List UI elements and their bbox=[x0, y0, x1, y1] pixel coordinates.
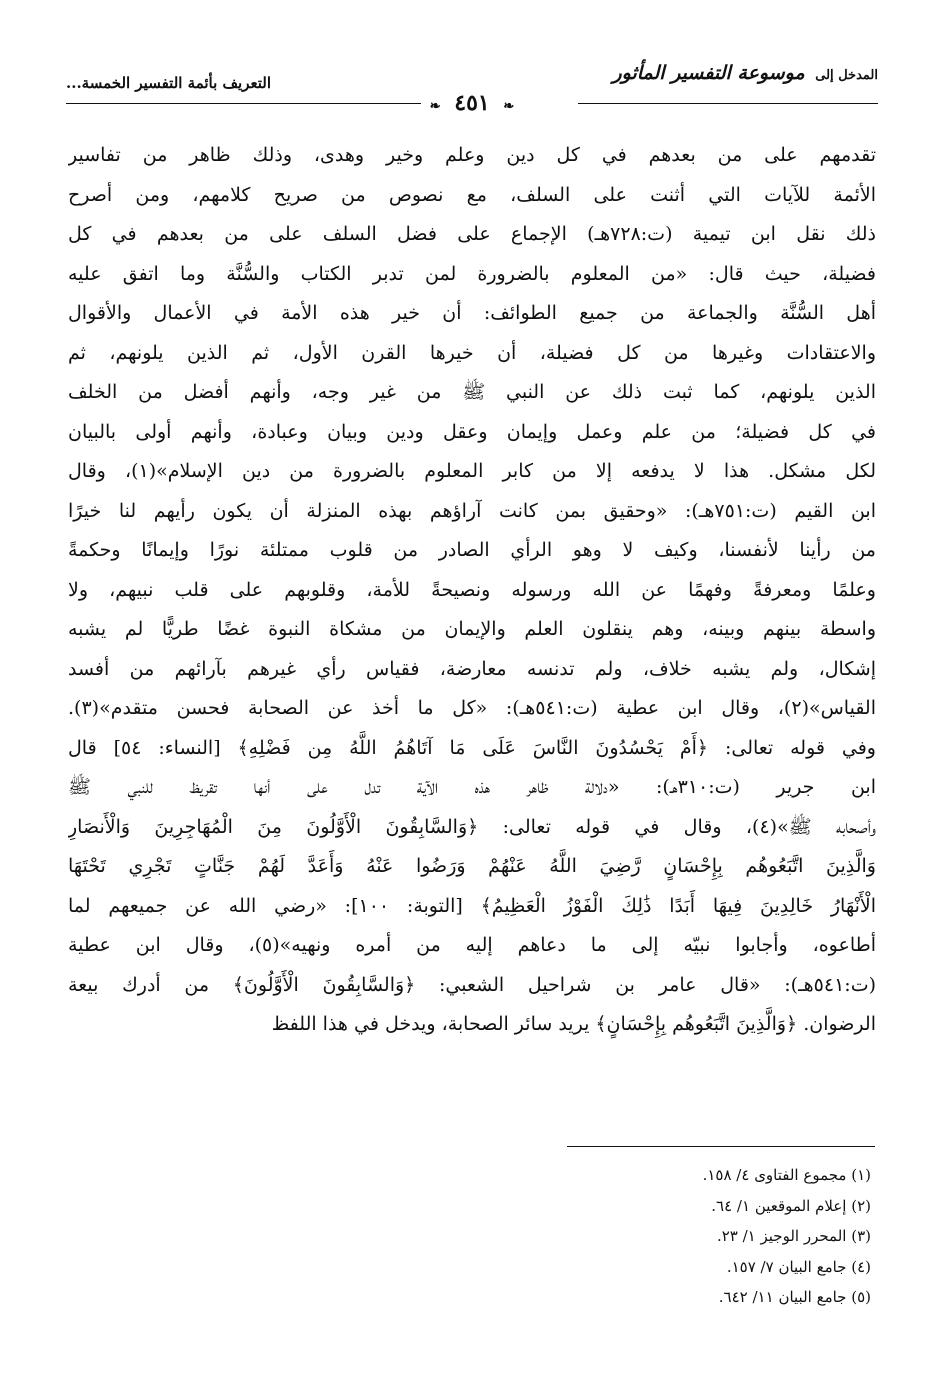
main-text bbox=[68, 136, 876, 1045]
text-line: القياس»(٢)، وقال ابن عطية (ت:٥٤١هـ): «كل ما أخذ عن الصحابة فحسن متقدم»(٣). bbox=[68, 697, 876, 719]
footnote-item: (٣) المحرر الوجيز ١/ ٢٣. bbox=[716, 1227, 871, 1245]
text-line: (ت:٥٤١هـ): «قال عامر بن شراحيل الشعبي: ﴿وَالسَّابِقُونَ الْأَوَّلُونَ﴾ من أدرك بيعة bbox=[68, 973, 876, 996]
text-line: أطاعوه، وأجابوا نبيّه إلى ما دعاهم إليه من أمره ونهيه»(٥)، وقال ابن عطية bbox=[68, 934, 876, 956]
text-line: الْأَنْهَارُ خَالِدِينَ فِيهَا أَبَدًا ذَٰلِكَ الْفَوْزُ الْعَظِيمُ﴾ [التوبة: ١٠٠]: «رضي الله عن جميعهم لما bbox=[68, 894, 876, 917]
text-line: وَالَّذِينَ اتَّبَعُوهُم بِإِحْسَانٍ رَّضِيَ اللَّهُ عَنْهُمْ وَرَضُوا عَنْهُ وَأَعَدَّ لَهُمْ جَنَّاتٍ تَجْرِي تَحْتَهَا bbox=[68, 855, 876, 877]
text-line: الأئمة للآيات التي أثنت على السلف، مع نصوص من صريح كلامهم، ومن أصرح bbox=[68, 183, 876, 206]
text-line: وعلمًا ومعرفةً وفهمًا عن الله ورسوله ونصيحةً للأمة، وقلوبهم على قلب نبيهم، ولا bbox=[68, 578, 876, 601]
text-line: ذلك نقل ابن تيمية (ت:٧٢٨هـ) الإجماع على فضل السلف على من بعدهم في كل bbox=[68, 223, 876, 245]
footnote-item: (٢) إعلام الموقعين ١/ ٦٤. bbox=[711, 1196, 871, 1215]
book-title bbox=[612, 62, 878, 84]
book-title-prefix: المدخل إلى bbox=[815, 68, 878, 83]
text-line: فضيلة، حيث قال: «من المعلوم بالضرورة لمن تدبر الكتاب والسُّنَّة وما اتفق عليه bbox=[68, 262, 876, 285]
text-line: ابن جرير (ت:٣١٠هـ): «دلالة ظاهر هذه الآية تدل على أنها تقريظ للنبي ﷺ bbox=[68, 776, 876, 798]
text-line: وفي قوله تعالى: ﴿أَمْ يَحْسُدُونَ النَّاسَ عَلَى مَا آتَاهُمُ اللَّهُ مِن فَضْلِهِ﴾ [النساء: ٥٤] قال bbox=[68, 736, 876, 759]
text-line: الرضوان. ﴿وَالَّذِينَ اتَّبَعُوهُم بِإِحْسَانٍ﴾ يريد سائر الصحابة، ويدخل في هذا اللفظ bbox=[271, 1013, 876, 1035]
footnotes bbox=[371, 1160, 871, 1313]
header-rule-left bbox=[66, 103, 421, 104]
book-title-name: موسوعة التفسير المأثور bbox=[612, 62, 805, 84]
text-line: إشكال، ولم يشبه خلاف، ولم تدنسه معارضة، فقياس رأي غيرهم بآرائهم من أفسد bbox=[68, 657, 876, 680]
footnote-item: (٤) جامع البيان ٧/ ١٥٧. bbox=[726, 1257, 871, 1276]
header-rule-right bbox=[578, 103, 878, 104]
page-number: ٤٥١ bbox=[454, 90, 490, 116]
text-line: أهل السُّنَّة والجماعة من جميع الطوائف: أن خير هذه الأمة في الأعمال والأقوال bbox=[68, 302, 876, 324]
text-line: ابن القيم (ت:٧٥١هـ): «وحقيق بمن كانت آراؤهم بهذه المنزلة أن يكون رأيهم لنا خيرًا bbox=[68, 499, 876, 522]
footnote-item: (١) مجموع الفتاوى ٤/ ١٥٨. bbox=[702, 1166, 871, 1184]
text-line: في كل فضيلة؛ من علم وعمل وإيمان وعقل ودين وبيان وعبادة، وأنهم أولى بالبيان bbox=[68, 420, 876, 443]
footnote-item: (٥) جامع البيان ١١/ ٦٤٢. bbox=[718, 1288, 871, 1306]
text-line: لكل مشكل. هذا لا يدفعه إلا من كابر المعلوم بالضرورة من دين الإسلام»(١)، وقال bbox=[68, 460, 876, 482]
running-header bbox=[66, 58, 878, 116]
footnote-separator bbox=[567, 1146, 875, 1147]
chapter-title: التعريف بأئمة التفسير الخمسة... bbox=[66, 74, 271, 92]
text-line: الذين يلونهم، كما ثبت ذلك عن النبي ﷺ من غير وجه، وأنهم أفضل من الخلف bbox=[68, 381, 876, 403]
text-line: والاعتقادات وغيرها من كل فضيلة، أن خيرها القرن الأول، ثم الذين يلونهم، ثم bbox=[68, 341, 876, 364]
page-number-block bbox=[66, 89, 878, 121]
ornament-right-icon: ❧ bbox=[503, 99, 515, 114]
text-line: من رأينا لأنفسنا، وكيف لا وهو الرأي الصادر من قلوب ممتلئة نورًا وإيمانًا وحكمةً bbox=[68, 539, 876, 561]
text-line: واسطة بينهم وبينه، وهم ينقلون العلم والإيمان من مشكاة النبوة غضًا طريًّا لم يشبه bbox=[68, 618, 876, 640]
ornament-left-icon: ❧ bbox=[429, 99, 441, 114]
text-line: وأصحابه ﷺ»(٤)، وقال في قوله تعالى: ﴿وَالسَّابِقُونَ الْأَوَّلُونَ مِنَ الْمُهَاجِرِينَ وَالْأَنصَارِ bbox=[68, 815, 876, 838]
text-line: تقدمهم على من بعدهم في كل دين وعلم وخير وهدى، وذلك ظاهر من تفاسير bbox=[68, 144, 876, 166]
